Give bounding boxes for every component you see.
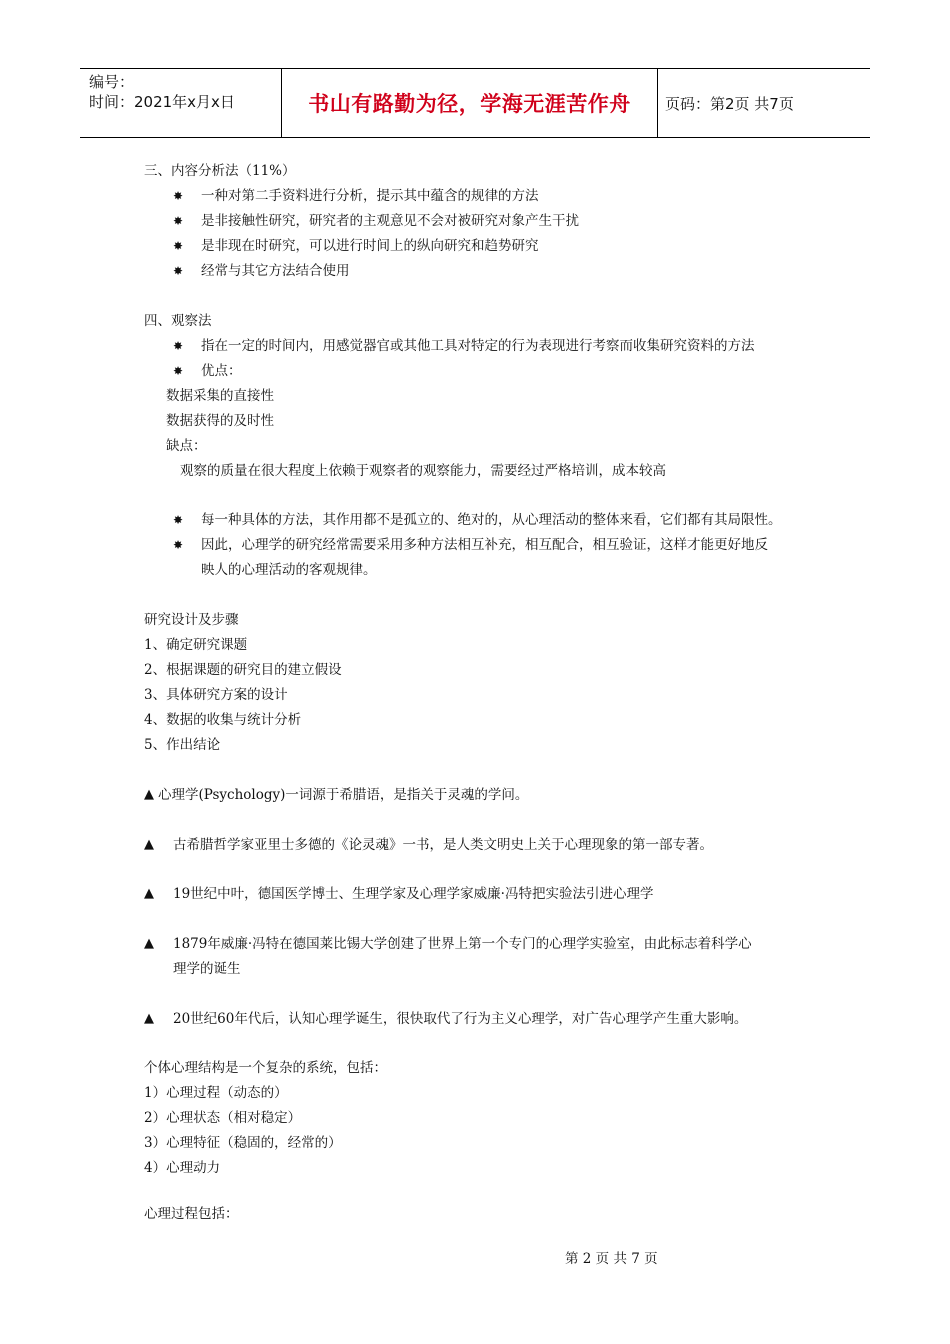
history-fact: 19世纪中叶，德国医学博士、生理学家及心理学家威廉·冯特把实验法引进心理学 — [173, 886, 654, 902]
history-origin: 心理学(Psychology)一词源于希腊语，是指关于灵魂的学问。 — [158, 787, 529, 803]
bullet-icon: ✸ — [173, 264, 184, 278]
bullet-icon: ✸ — [173, 239, 184, 253]
bullet-text: 一种对第二手资料进行分析，提示其中蕴含的规律的方法 — [201, 188, 539, 204]
structure-item: 2）心理状态（相对稳定） — [144, 1110, 302, 1126]
pros-item: 数据采集的直接性 — [166, 388, 274, 404]
bullet-text: 每一种具体的方法，其作用都不是孤立的、绝对的，从心理活动的整体来看，它们都有其局限性。 — [201, 512, 782, 528]
bullet-text-continued: 映人的心理活动的客观规律。 — [201, 562, 377, 578]
bullet-icon: ✸ — [173, 189, 184, 203]
design-step: 1、确定研究课题 — [144, 637, 248, 653]
section-title: 三、内容分析法（11%） — [144, 163, 296, 179]
cons-label: 缺点： — [166, 438, 207, 454]
process-label: 心理过程包括： — [144, 1206, 239, 1222]
bullet-text: 是非现在时研究，可以进行时间上的纵向研究和趋势研究 — [201, 238, 539, 254]
cons-text: 观察的质量在很大程度上依赖于观察者的观察能力，需要经过严格培训，成本较高 — [180, 463, 666, 479]
structure-item: 3）心理特征（稳固的，经常的） — [144, 1135, 342, 1151]
header-motto-cell — [281, 69, 658, 137]
bullet-icon: ✸ — [173, 513, 184, 527]
history-fact: 20世纪60年代后，认知心理学诞生，很快取代了行为主义心理学，对广告心理学产生重大影响。 — [173, 1011, 748, 1027]
page-info: 页码：第2页 共7页 — [665, 95, 794, 113]
page-footer: 第 2 页 共 7 页 — [565, 1251, 658, 1267]
structure-item: 1）心理过程（动态的） — [144, 1085, 288, 1101]
design-step: 3、具体研究方案的设计 — [144, 687, 288, 703]
bullet-text: 因此，心理学的研究经常需要采用多种方法相互补充，相互配合，相互验证，这样才能更好地反 — [201, 537, 768, 553]
header-meta — [80, 69, 280, 137]
bullet-text: 经常与其它方法结合使用 — [201, 263, 350, 279]
structure-intro: 个体心理结构是一个复杂的系统，包括： — [144, 1060, 387, 1076]
bullet-icon: ✸ — [173, 538, 184, 552]
bullet-text: 优点： — [201, 363, 242, 379]
section-title: 四、观察法 — [144, 313, 212, 329]
triangle-icon: ▲ — [144, 787, 154, 802]
triangle-icon: ▲ — [144, 837, 154, 852]
design-title: 研究设计及步骤 — [144, 612, 239, 628]
bullet-text: 是非接触性研究，研究者的主观意见不会对被研究对象产生干扰 — [201, 213, 579, 229]
bullet-icon: ✸ — [173, 339, 184, 353]
motto-text: 书山有路勤为径，学海无涯苦作舟 — [308, 92, 631, 116]
bullet-icon: ✸ — [173, 364, 184, 378]
structure-item: 4）心理动力 — [144, 1160, 221, 1176]
bullet-icon: ✸ — [173, 214, 184, 228]
number-label: 编号： — [89, 73, 135, 91]
time-label: 时间：2021年x月x日 — [89, 93, 235, 111]
pros-item: 数据获得的及时性 — [166, 413, 274, 429]
design-step: 2、根据课题的研究目的建立假设 — [144, 662, 342, 678]
triangle-icon: ▲ — [144, 1011, 154, 1026]
history-fact: 古希腊哲学家亚里士多德的《论灵魂》一书，是人类文明史上关于心理现象的第一部专著。 — [173, 837, 713, 853]
history-fact: 1879年威廉·冯特在德国莱比锡大学创建了世界上第一个专门的心理学实验室，由此标志着科学心 — [173, 936, 752, 952]
history-fact-continued: 理学的诞生 — [173, 961, 241, 977]
design-step: 5、作出结论 — [144, 737, 221, 753]
design-step: 4、数据的收集与统计分析 — [144, 712, 302, 728]
page-header — [80, 68, 870, 138]
bullet-text: 指在一定的时间内，用感觉器官或其他工具对特定的行为表现进行考察而收集研究资料的方法 — [201, 338, 755, 354]
triangle-icon: ▲ — [144, 886, 154, 901]
triangle-icon: ▲ — [144, 936, 154, 951]
